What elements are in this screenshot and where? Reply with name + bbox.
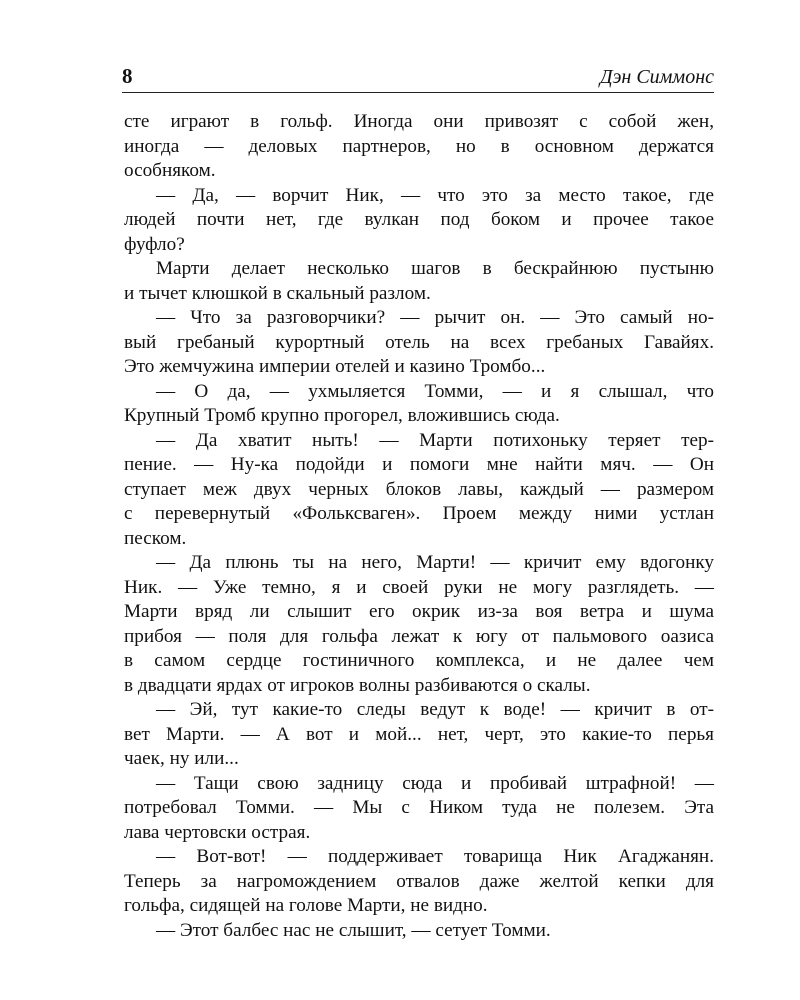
text-line: сте играют в гольф. Иногда они привозят с собой жен, xyxy=(124,111,714,132)
text-line: — Тащи свою задницу сюда и пробивай штрафной! — xyxy=(156,772,714,794)
text-line: с перевернутый «Фольксваген». Проем между ними устлан xyxy=(124,503,714,524)
text-line: Крупный Тромб крупно прогорел, вложившись сюда. xyxy=(124,405,560,426)
text-line: лава чертовски острая. xyxy=(124,821,311,843)
text-line: прибоя — поля для гольфа лежат к югу от пальмового оазиса xyxy=(124,625,714,647)
text-line: Ник. — Уже темно, я и своей руки не могу разглядеть. — xyxy=(124,576,714,598)
text-line: — Вот-вот! — поддерживает товарища Ник Агаджанян. xyxy=(156,846,714,867)
text-line: — Да хватит ныть! — Марти потихоньку теряет тер- xyxy=(156,429,714,451)
text-line: в двадцати ярдах от игроков волны разбиваются о скалы. xyxy=(124,674,591,696)
text-line: чаек, ну или... xyxy=(124,748,239,769)
text-line: и тычет клюшкой в скальный разлом. xyxy=(124,282,431,304)
text-line: Марти вряд ли слышит его окрик из-за воя ветра и шума xyxy=(124,601,714,622)
text-line: людей почти нет, где вулкан под боком и прочее такое xyxy=(124,209,714,230)
running-header xyxy=(122,64,714,93)
text-line: песком. xyxy=(124,527,187,549)
running-header-author: Дэн Симмонс xyxy=(599,66,714,88)
text-line: Теперь за нагромождением отвалов даже желтой кепки для xyxy=(124,870,714,892)
text-line: иногда — деловых партнеров, но в основном держатся xyxy=(124,135,714,157)
text-line: потребовал Томми. — Мы с Ником туда не полезем. Эта xyxy=(124,797,714,818)
text-line: вый гребаный курортный отель на всех гребаных Гавайях. xyxy=(124,331,714,353)
text-line: Марти делает несколько шагов в бескрайнюю пустыню xyxy=(156,258,714,279)
text-line: фуфло? xyxy=(124,233,185,255)
text-line: — Что за разговорчики? — рычит он. — Это самый но- xyxy=(156,307,714,328)
text-line: Это жемчужина империи отелей и казино Тромбо... xyxy=(124,356,546,377)
text-line: — Да, — ворчит Ник, — что это за место такое, где xyxy=(156,184,714,206)
text-line: вет Марти. — А вот и мой... нет, черт, это какие-то перья xyxy=(124,723,714,745)
text-line: особняком. xyxy=(124,160,216,181)
text-line: гольфа, сидящей на голове Марти, не видно. xyxy=(124,895,488,916)
body-text xyxy=(124,110,714,943)
text-line: в самом сердце гостиничного комплекса, и не далее чем xyxy=(124,650,714,671)
text-line: — Эй, тут какие-то следы ведут к воде! — кричит в от- xyxy=(156,699,714,720)
page-number: 8 xyxy=(122,64,133,88)
text-line: — Этот балбес нас не слышит, — сетует Томми. xyxy=(156,919,551,941)
text-line: — О да, — ухмыляется Томми, — и я слышал, что xyxy=(156,380,714,402)
text-line: ступает меж двух черных блоков лавы, каждый — размером xyxy=(124,478,714,500)
text-line: — Да плюнь ты на него, Марти! — кричит ему вдогонку xyxy=(156,552,714,573)
text-line: пение. — Ну-ка подойди и помоги мне найти мяч. — Он xyxy=(124,454,714,475)
